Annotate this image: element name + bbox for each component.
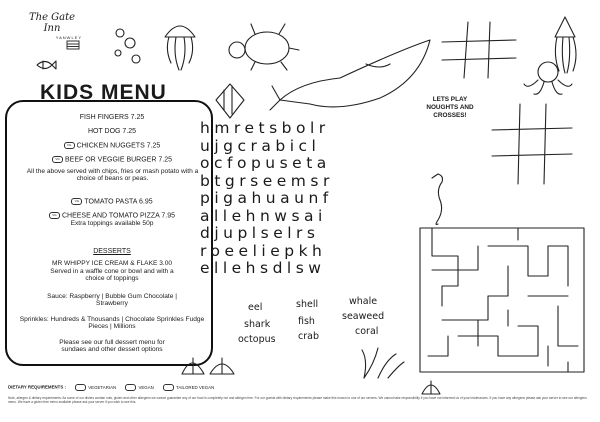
word-search-row: roeeliepkh (200, 241, 327, 260)
page-title: KIDS MENU (40, 81, 167, 104)
word-list-item: crab (298, 331, 319, 342)
word-search-row: btgrseemsr (200, 171, 334, 190)
noughts-crosses-grid-top (440, 20, 520, 80)
menu-sides-note: All the above served with chips, fries or mash potato with a choice of beans or peas. (26, 168, 199, 183)
menu-item: FISH FINGERS 7.25 (79, 114, 145, 121)
menu-card (5, 100, 213, 366)
word-list-item: whale (349, 296, 378, 307)
dessert-item-note: Served in a waffle cone or bowl and with a choice of toppings (50, 268, 174, 283)
dietary-requirements (8, 384, 214, 391)
menu-item: VG TOMATO PASTA 6.95 (7, 198, 217, 206)
vegetarian-icon (75, 384, 86, 391)
word-list-item: octopus (238, 334, 276, 345)
maze (418, 226, 588, 376)
menu-item: VG CHICKEN NUGGETS 7.25 (7, 142, 217, 150)
word-list-item: shell (296, 299, 319, 310)
dietary-badge-icon: VG (71, 198, 82, 205)
jellyfish-icon (155, 15, 205, 75)
word-list-item: fish (298, 316, 315, 327)
bubbles-icon (110, 25, 150, 70)
word-list-item: coral (355, 326, 379, 337)
dietary-badge-icon: VG (49, 212, 60, 219)
logo-place: YANWLEY (55, 35, 82, 40)
shell-icon (420, 376, 442, 396)
word-search-row: djuplselrs (200, 224, 320, 242)
menu-item: VG CHEESE AND TOMATO PIZZA 7.95 (7, 212, 217, 220)
word-search-row: ellehsdlsw (200, 259, 326, 277)
dietary-option: TAILORED VEGAN (163, 385, 214, 390)
word-search-row: hmretsbolr (200, 119, 330, 137)
seahorse-icon (428, 170, 448, 228)
word-search-row: pigahuaunf (200, 189, 333, 207)
word-search-row: ujgcrabicl (200, 136, 321, 155)
coral-icon (358, 340, 408, 380)
whale-icon (270, 20, 440, 120)
word-list-item: shark (244, 319, 271, 330)
menu-item-note: Extra toppings available 50p (70, 220, 154, 227)
dietary-option: VEGAN (125, 385, 153, 390)
dessert-item: MR WHIPPY ICE CREAM & FLAKE 3.00 (51, 260, 173, 267)
dietary-badge-icon: VG (64, 142, 75, 149)
logo-name: The Gate Inn (28, 12, 76, 34)
dessert-note: Please see our full dessert menu for sundaes and other dessert options (59, 339, 165, 354)
vegan-icon (125, 384, 136, 391)
menu-item: HOT DOG 7.25 (87, 128, 137, 135)
noughts-crosses-grid-bottom (490, 102, 575, 187)
word-list-item: eel (248, 302, 263, 313)
menu-item: VG BEEF OR VEGGIE BURGER 7.25 (7, 156, 217, 164)
dessert-sprinkles: Sprinkles: Hundreds & Thousands | Chocolate Sprinkles Fudge Pieces | Millions (19, 316, 205, 331)
octopus-icon (520, 60, 575, 100)
noughts-crosses-label: LETS PLAY NOUGHTS AND CROSSES! (426, 96, 474, 119)
tailored-vegan-icon (163, 384, 174, 391)
dessert-sauces: Sauce: Raspberry | Bubble Gum Chocolate | Strawberry (47, 293, 177, 308)
dietary-label: DIETARY REQUIREMENTS : (8, 384, 66, 390)
dietary-option: VEGETARIAN (75, 385, 116, 390)
shells-icon (178, 350, 238, 378)
word-search-grid (200, 119, 398, 277)
fish-icon (35, 58, 57, 72)
allergen-note: Note, allergen & dietary requirements: As some of our dishes contain nuts, gluten and other allergens we cannot guarantee any of our food is completely nut and allergen free. For our guests with dietary requirements please make this known to one of our servers. We cannot take responsibility if you have not informed us of your intolerances. If you have any allergens please ask your server to see our allergens menu. We have a gluten free menu available please ask your server if you wish to see this. (8, 396, 587, 405)
word-search-row: ocfopuseta (200, 154, 331, 172)
dietary-badge-icon: VG (52, 156, 63, 163)
word-list-item: seaweed (342, 311, 385, 322)
logo (22, 12, 82, 40)
word-search-row: allehnwsai (200, 206, 327, 225)
desserts-heading: DESSERTS (93, 248, 131, 255)
gate-icon (66, 40, 80, 50)
angelfish-icon (210, 80, 250, 122)
